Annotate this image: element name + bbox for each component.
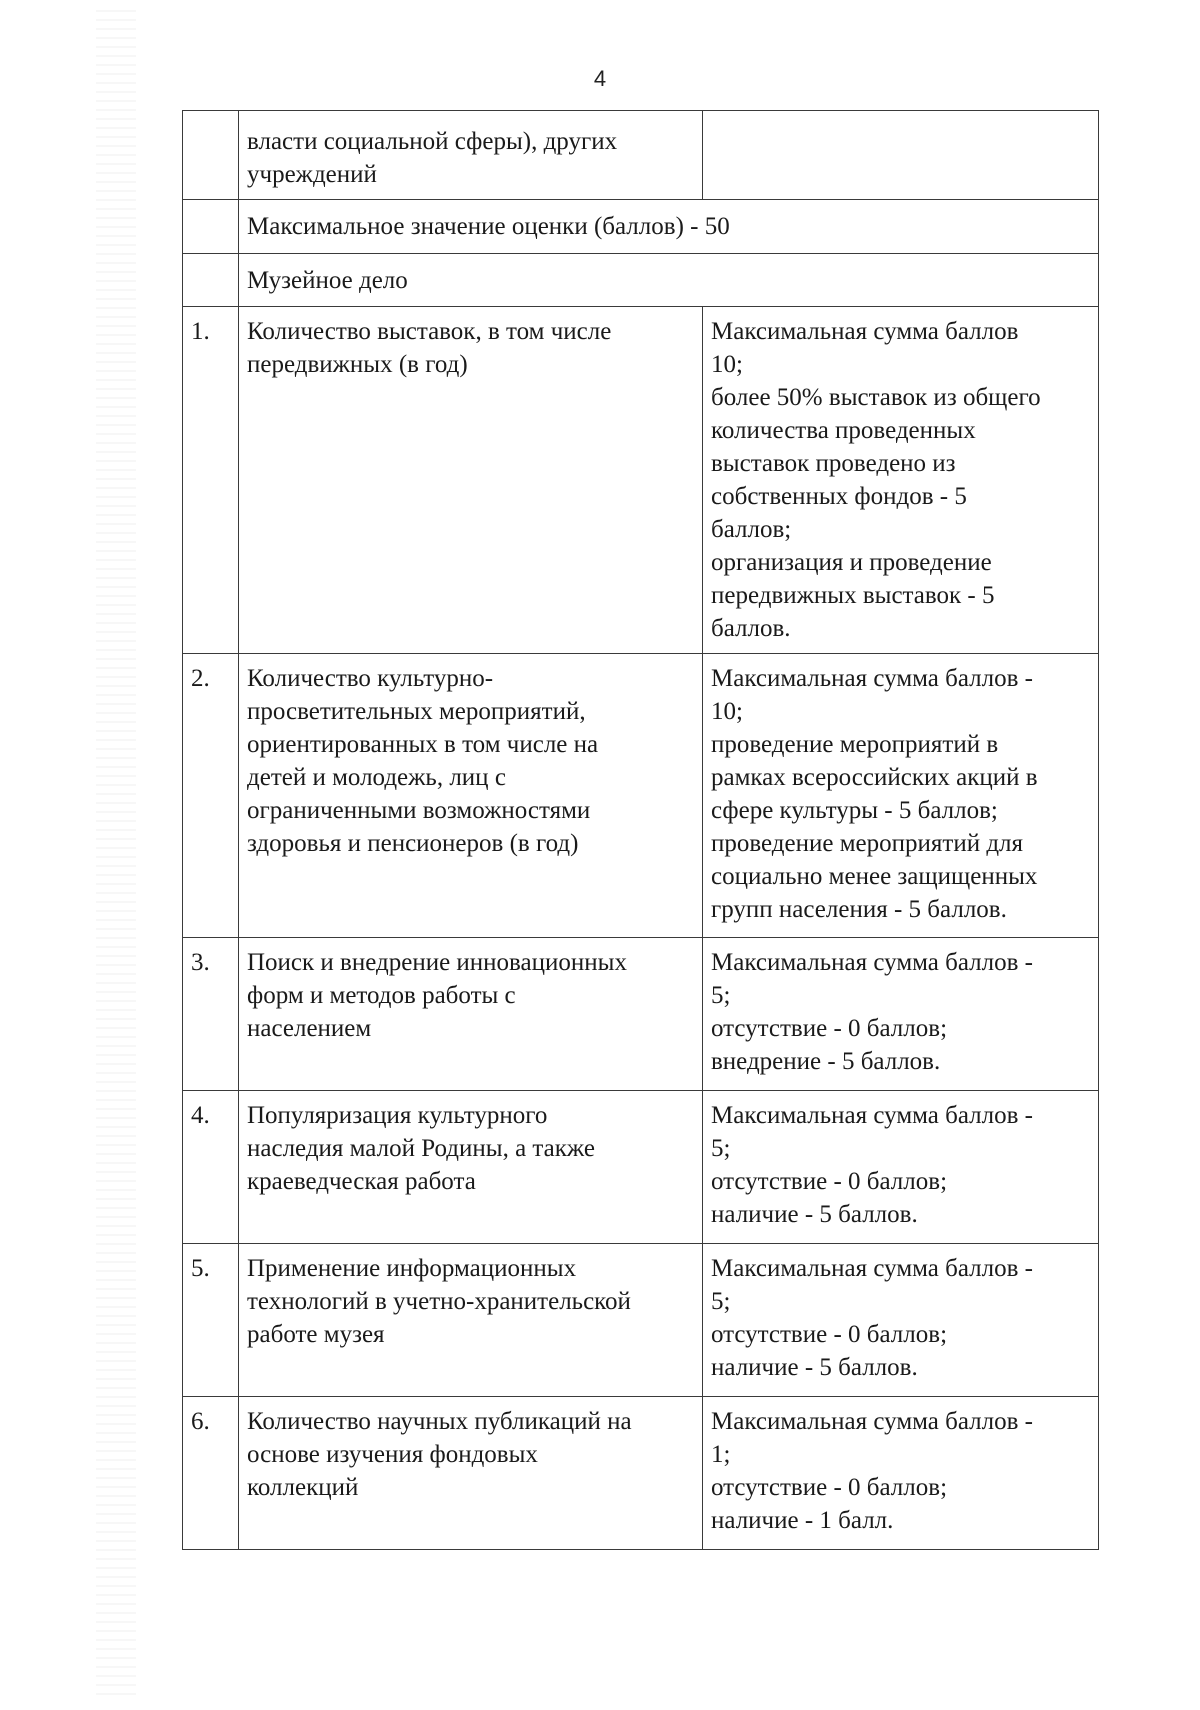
criterion-name-line: учреждений <box>247 161 377 188</box>
criterion-score-cell <box>703 111 1099 200</box>
score-line: рамках всероссийских акций в <box>711 764 1038 791</box>
score-line: организация и проведение <box>711 549 992 576</box>
score-line: баллов; <box>711 516 792 543</box>
table-row-continuation <box>183 111 1099 200</box>
score-line: собственных фондов - 5 <box>711 483 967 510</box>
criterion-name-line: Количество выставок, в том числе <box>247 318 612 345</box>
score-line: отсутствие - 0 баллов; <box>711 1015 948 1042</box>
score-line: 5; <box>711 982 731 1009</box>
score-line: количества проведенных <box>711 417 976 444</box>
criterion-score-cell <box>703 1091 1099 1244</box>
row-number-cell <box>183 200 239 254</box>
score-line: баллов. <box>711 615 791 642</box>
criterion-name-line: власти социальной сферы), других <box>247 128 618 155</box>
criterion-name-line: технологий в учетно-хранительской <box>247 1288 631 1315</box>
criterion-name-line: Поиск и внедрение инновационных <box>247 949 627 976</box>
criterion-score-cell <box>703 938 1099 1091</box>
criterion-name-line: Количество научных публикаций на <box>247 1408 632 1435</box>
criterion-name-cell <box>239 1397 703 1550</box>
table-row-max-score <box>183 200 1099 254</box>
score-line: Максимальная сумма баллов - <box>711 949 1034 976</box>
score-line: 10; <box>711 351 743 378</box>
criterion-name-line: Количество культурно- <box>247 665 494 692</box>
criterion-name-cell <box>239 1091 703 1244</box>
criterion-name-line: населением <box>247 1015 372 1042</box>
score-line: наличие - 5 баллов. <box>711 1354 918 1381</box>
score-line: передвижных выставок - 5 <box>711 582 995 609</box>
criterion-name-cell <box>239 654 703 938</box>
criterion-name-line: ограниченными возможностями <box>247 797 591 824</box>
table-row <box>183 307 1099 654</box>
score-line: социально менее защищенных <box>711 863 1038 890</box>
criteria-table <box>182 110 1099 1550</box>
criterion-name-line: Применение информационных <box>247 1255 577 1282</box>
score-line: внедрение - 5 баллов. <box>711 1048 941 1075</box>
score-line: более 50% выставок из общего <box>711 384 1041 411</box>
score-line: Максимальная сумма баллов - <box>711 665 1034 692</box>
criterion-name-line: ориентированных в том числе на <box>247 731 599 758</box>
criterion-name-line: здоровья и пенсионеров (в год) <box>247 830 579 857</box>
score-line: выставок проведено из <box>711 450 956 477</box>
max-score-cell: Максимальное значение оценки (баллов) - 50 <box>239 200 1099 254</box>
criterion-name-line: просветительных мероприятий, <box>247 698 586 725</box>
page-number: 4 <box>593 66 607 91</box>
criterion-score-cell <box>703 1244 1099 1397</box>
score-line: наличие - 1 балл. <box>711 1507 894 1534</box>
criterion-name-line: Популяризация культурного <box>247 1102 548 1129</box>
criterion-name-cell <box>239 938 703 1091</box>
table-row-section <box>183 254 1099 307</box>
row-number-cell: 5. <box>183 1244 239 1397</box>
row-number-cell: 3. <box>183 938 239 1091</box>
criterion-score-cell <box>703 1397 1099 1550</box>
score-line: Максимальная сумма баллов - <box>711 1408 1034 1435</box>
scan-margin-marks <box>96 10 136 1700</box>
score-line: Максимальная сумма баллов - <box>711 1102 1034 1129</box>
criterion-name-cell <box>239 111 703 200</box>
table-row <box>183 654 1099 938</box>
row-number-cell: 1. <box>183 307 239 654</box>
criterion-name-cell <box>239 1244 703 1397</box>
criterion-name-line: наследия малой Родины, а также <box>247 1135 595 1162</box>
score-line: отсутствие - 0 баллов; <box>711 1321 948 1348</box>
score-line: 5; <box>711 1135 731 1162</box>
row-number-cell: 4. <box>183 1091 239 1244</box>
table-row <box>183 1091 1099 1244</box>
criterion-name-line: краеведческая работа <box>247 1168 476 1195</box>
score-line: сфере культуры - 5 баллов; <box>711 797 998 824</box>
criterion-name-line: детей и молодежь, лиц с <box>247 764 506 791</box>
row-number-cell: 6. <box>183 1397 239 1550</box>
criterion-name-line: коллекций <box>247 1474 359 1501</box>
score-line: отсутствие - 0 баллов; <box>711 1168 948 1195</box>
section-title-cell: Музейное дело <box>239 254 1099 307</box>
score-line: 10; <box>711 698 743 725</box>
criterion-name-line: основе изучения фондовых <box>247 1441 538 1468</box>
criterion-name-line: форм и методов работы с <box>247 982 516 1009</box>
score-line: 1; <box>711 1441 731 1468</box>
row-number-cell <box>183 111 239 200</box>
row-number-cell <box>183 254 239 307</box>
score-line: Максимальная сумма баллов <box>711 318 1019 345</box>
score-line: наличие - 5 баллов. <box>711 1201 918 1228</box>
score-line: отсутствие - 0 баллов; <box>711 1474 948 1501</box>
score-line: Максимальная сумма баллов - <box>711 1255 1034 1282</box>
criterion-score-cell <box>703 654 1099 938</box>
criterion-name-line: передвижных (в год) <box>247 351 468 378</box>
table-row <box>183 938 1099 1091</box>
table-row <box>183 1397 1099 1550</box>
score-line: проведение мероприятий в <box>711 731 999 758</box>
table-row <box>183 1244 1099 1397</box>
score-line: проведение мероприятий для <box>711 830 1024 857</box>
score-line: 5; <box>711 1288 731 1315</box>
criterion-name-line: работе музея <box>247 1321 385 1348</box>
row-number-cell: 2. <box>183 654 239 938</box>
score-line: групп населения - 5 баллов. <box>711 896 1007 923</box>
criterion-score-cell <box>703 307 1099 654</box>
criterion-name-cell <box>239 307 703 654</box>
